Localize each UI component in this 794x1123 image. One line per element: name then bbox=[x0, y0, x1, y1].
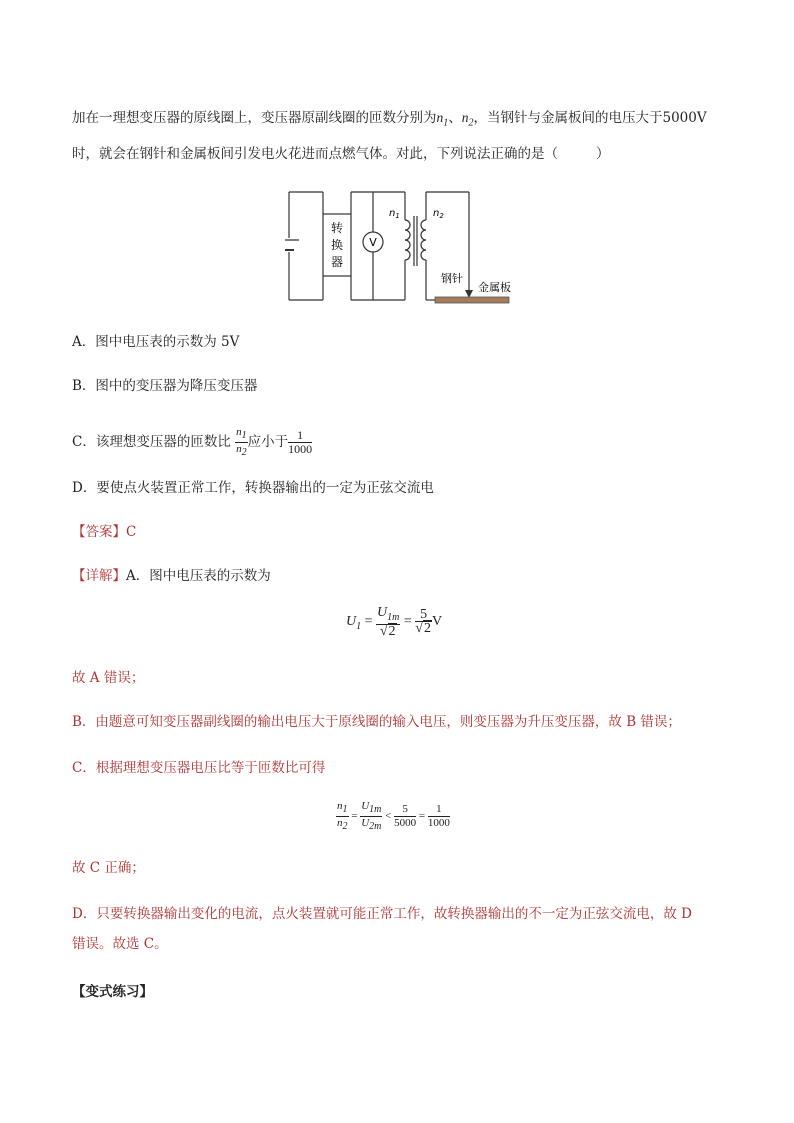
detail-c: C．根据理想变压器电压比等于匝数比可得 bbox=[72, 760, 326, 776]
converter-label-2: 换 bbox=[330, 238, 344, 252]
n1-label: $n_1$ bbox=[389, 208, 400, 220]
option-c-mid: 应小于 bbox=[247, 434, 289, 451]
n2-label: $n_2$ bbox=[433, 208, 444, 220]
circuit-diagram bbox=[285, 186, 525, 310]
converter-label-1: 转 bbox=[330, 221, 344, 235]
metal-plate bbox=[435, 297, 509, 303]
n2-symbol: $n_2$ bbox=[461, 110, 474, 129]
option-c bbox=[72, 426, 312, 459]
separator: 、 bbox=[448, 110, 462, 126]
question-text-2: 时，就会在钢针和金属板间引发电火花进而点燃气体。对此，下列说法正确的是（ bbox=[72, 146, 558, 162]
detail-label: 【详解】 bbox=[72, 568, 126, 584]
n1-symbol: $n_1$ bbox=[436, 110, 449, 129]
converter-label-3: 器 bbox=[330, 255, 344, 269]
detail-d-1: D．只要转换器输出变化的电流，点火装置就可能正常工作，故转换器输出的不一定为正弦交流电，故 D bbox=[72, 906, 692, 922]
detail-line bbox=[72, 566, 271, 586]
detail-c-right: 故 C 正确； bbox=[72, 860, 145, 876]
answer-label: 【答案】 bbox=[72, 524, 126, 540]
option-c-text: C．该理想变压器的匝数比 bbox=[72, 434, 231, 451]
detail-b: B．由题意可知变压器副线圈的输出电压大于原线圈的输入电压，则变压器为升压变压器，故 B 错误； bbox=[72, 714, 681, 730]
formula-ratio: $\frac{n_1}{n_2}$ = $\frac{U_{1m}}{U_{2m}}$ < $\frac{5}{5000}$ = $\frac{1}{1000}$ bbox=[337, 800, 450, 833]
close-paren: ） bbox=[596, 146, 610, 162]
question-text: 加在一理想变压器的原线圈上，变压器原副线圈的匝数分别为 bbox=[72, 110, 437, 126]
option-c-fraction: $\frac{1}{1000}$ bbox=[288, 428, 313, 457]
formula-voltmeter: $U_1$ = $\frac{U_{1m}}{√2}$ = $\frac{5}{√2}$ V bbox=[346, 605, 443, 639]
answer-value: C bbox=[126, 524, 137, 540]
plate-label: 金属板 bbox=[478, 281, 511, 294]
option-a: A．图中电压表的示数为 5V bbox=[72, 334, 240, 350]
detail-d-2: 错误。故选 C。 bbox=[72, 936, 168, 952]
question-line-2 bbox=[72, 144, 610, 164]
turns-ratio-fraction: $\frac{n_1}{n_2}$ bbox=[236, 426, 247, 459]
option-d: D．要使点火装置正常工作，转换器输出的一定为正弦交流电 bbox=[72, 480, 434, 496]
option-b: B．图中的变压器为降压变压器 bbox=[72, 378, 258, 394]
voltmeter-label: V bbox=[369, 236, 377, 249]
section-title: 【变式练习】 bbox=[72, 984, 153, 1000]
needle-label: 钢针 bbox=[441, 272, 463, 285]
question-text-b: ，当钢针与金属板间的电压大于 bbox=[473, 110, 663, 126]
detail-a-text: A．图中电压表的示数为 bbox=[126, 568, 271, 584]
voltage-threshold: 5000V bbox=[662, 110, 707, 126]
answer-line bbox=[72, 522, 136, 542]
detail-a-wrong: 故 A 错误； bbox=[72, 670, 145, 686]
question-line-1 bbox=[72, 108, 707, 134]
